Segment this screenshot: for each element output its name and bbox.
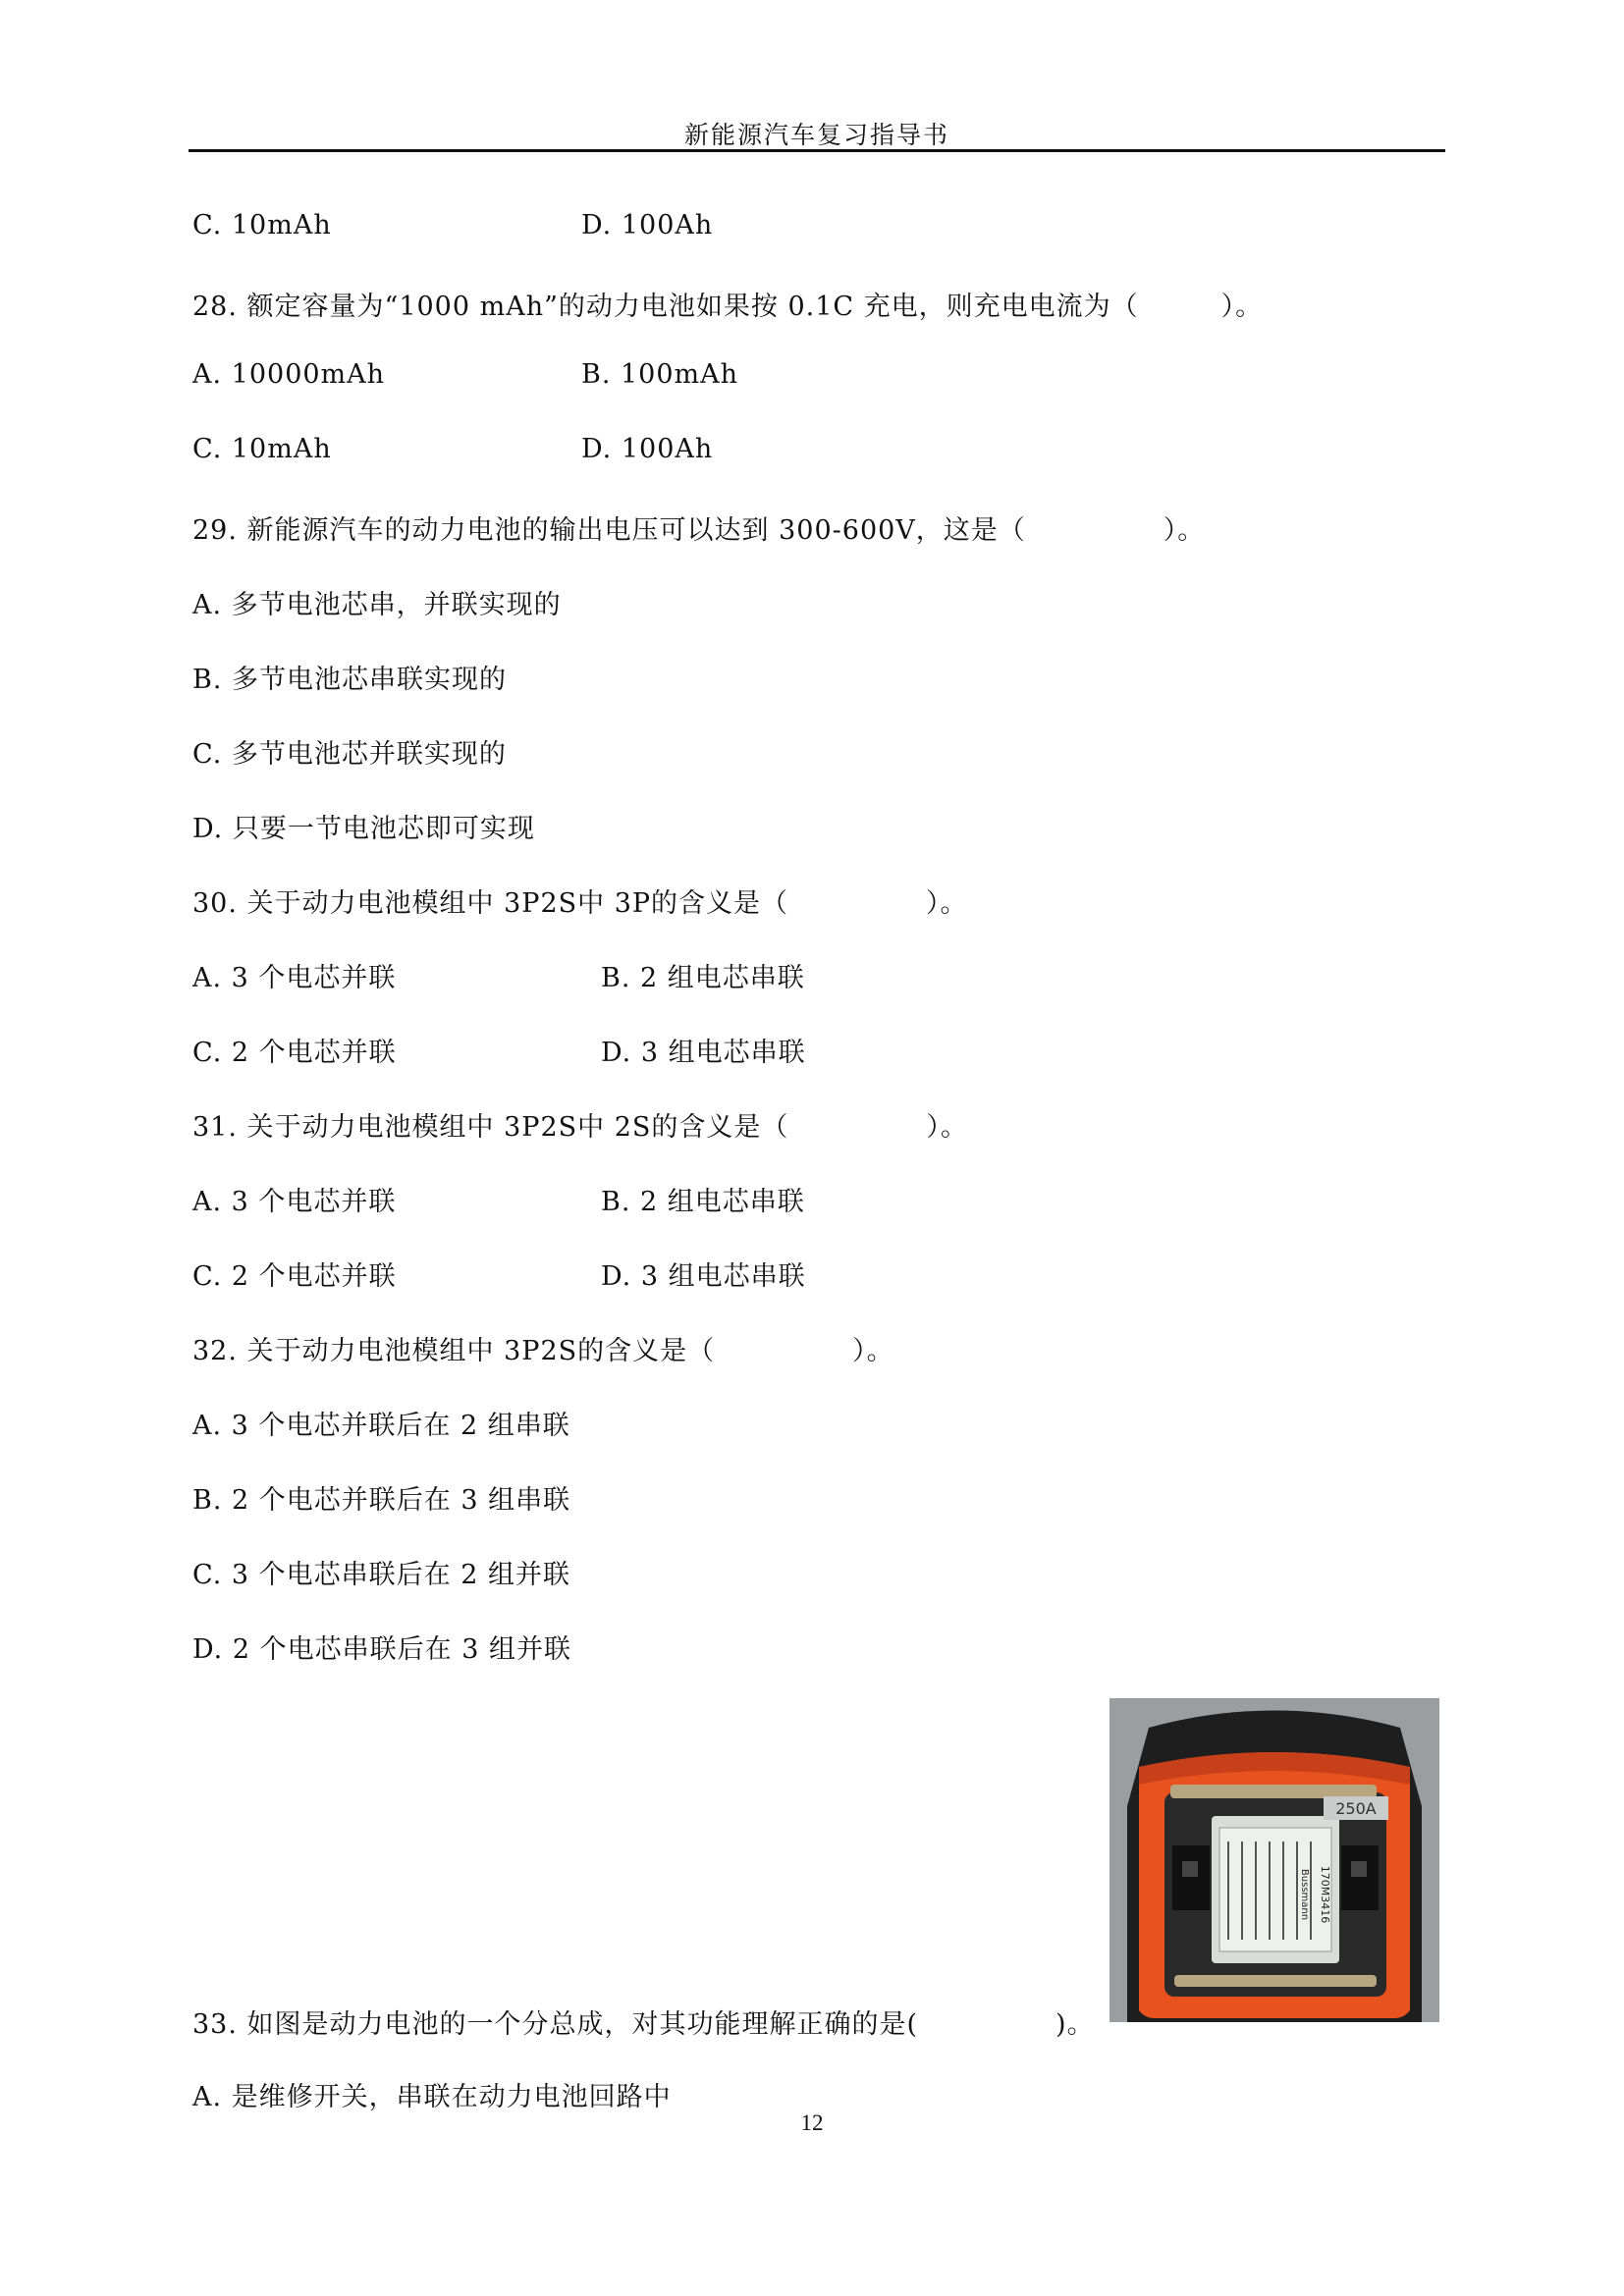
q29-option-d: D. 只要一节电池芯即可实现: [192, 814, 535, 844]
q29-option-c: C. 多节电池芯并联实现的: [192, 739, 507, 770]
question-33: 33. 如图是动力电池的一个分总成，对其功能理解正确的是( )。: [192, 2009, 1095, 2040]
question-28: 28. 额定容量为“1000 mAh”的动力电池如果按 0.1C 充电，则充电电流为（ ）。: [192, 292, 1264, 322]
q32-option-d: D. 2 个电芯串联后在 3 组并联: [192, 1634, 571, 1665]
q30-option-c: C. 2 个电芯并联: [192, 1038, 397, 1068]
service-plug-illustration: [1110, 1698, 1439, 2022]
fuse-rating-label: 250A: [1335, 1799, 1377, 1818]
question-32: 32. 关于动力电池模组中 3P2S的含义是（ ）。: [192, 1336, 894, 1366]
q31-option-b: B. 2 组电芯串联: [601, 1187, 805, 1217]
page-number: 12: [800, 2110, 824, 2135]
question-30: 30. 关于动力电池模组中 3P2S中 3P的含义是（ ）。: [192, 888, 968, 919]
option-d: D. 100Ah: [581, 210, 714, 240]
page-header-title: 新能源汽车复习指导书: [683, 121, 949, 149]
q30-option-b: B. 2 组电芯串联: [601, 963, 805, 993]
fuse-brand: Bussmann: [1299, 1868, 1310, 1921]
q30-option-a: A. 3 个电芯并联: [192, 963, 397, 993]
q29-option-b: B. 多节电池芯串联实现的: [192, 665, 508, 695]
q32-option-b: B. 2 个电芯并联后在 3 组串联: [192, 1485, 571, 1516]
q31-option-d: D. 3 组电芯串联: [601, 1261, 806, 1292]
q31-option-c: C. 2 个电芯并联: [192, 1261, 397, 1292]
q30-option-d: D. 3 组电芯串联: [601, 1038, 806, 1068]
option-c: C. 10mAh: [192, 210, 332, 240]
q28-option-b: B. 100mAh: [581, 359, 739, 390]
fuse-part-number: 170M3416: [1319, 1865, 1331, 1924]
q28-option-a: A. 10000mAh: [192, 359, 386, 390]
q28-option-d: D. 100Ah: [581, 434, 714, 464]
q33-option-a: A. 是维修开关，串联在动力电池回路中: [192, 2082, 672, 2112]
q28-option-c: C. 10mAh: [192, 434, 332, 464]
header-rule: [189, 149, 1445, 152]
q29-option-a: A. 多节电池芯串，并联实现的: [192, 590, 562, 620]
q32-option-c: C. 3 个电芯串联后在 2 组并联: [192, 1560, 570, 1590]
q31-option-a: A. 3 个电芯并联: [192, 1187, 397, 1217]
q32-option-a: A. 3 个电芯并联后在 2 组串联: [192, 1411, 570, 1441]
question-29: 29. 新能源汽车的动力电池的输出电压可以达到 300-600V，这是（ ）。: [192, 515, 1206, 546]
service-plug-photo: [1110, 1698, 1439, 2022]
question-31: 31. 关于动力电池模组中 3P2S中 2S的含义是（ ）。: [192, 1112, 968, 1143]
